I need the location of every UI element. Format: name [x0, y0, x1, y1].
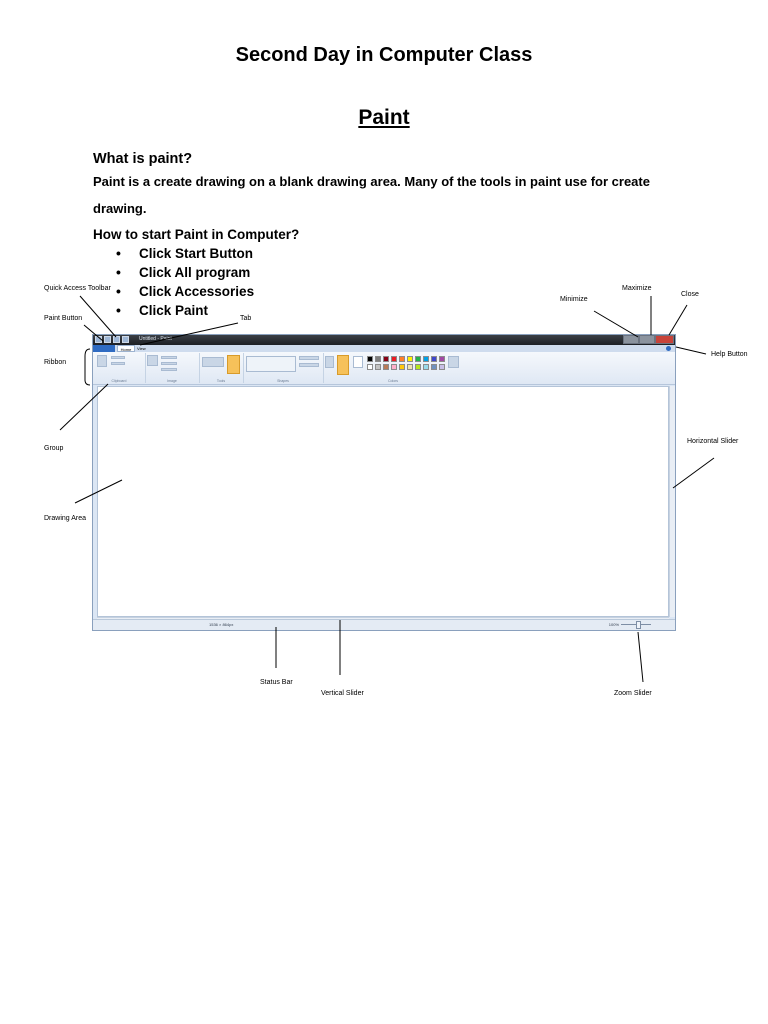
leader-close	[669, 305, 687, 335]
group-label: Clipboard	[111, 379, 127, 383]
leader-tab	[140, 323, 238, 345]
callout-help-button: Help Button	[711, 351, 748, 358]
leader-zoom-slider	[638, 632, 643, 682]
question-how-to-start: How to start Paint in Computer?	[93, 227, 300, 242]
leader-paint-button	[84, 325, 103, 341]
callout-group: Group	[44, 445, 64, 452]
callout-quick-access-toolbar: Quick Access Toolbar	[44, 285, 111, 292]
zoom-readout: 100%	[608, 622, 619, 627]
callout-paint-button: Paint Button	[44, 315, 83, 322]
callout-maximize: Maximize	[622, 285, 652, 292]
group-label: Colors	[387, 379, 399, 383]
tab-view[interactable]: View	[137, 346, 146, 351]
callout-status-bar: Status Bar	[260, 679, 293, 686]
section-title: Paint	[358, 106, 410, 129]
leader-help	[676, 347, 706, 354]
leader-horizontal-slider	[673, 458, 714, 488]
question-what-is-paint: What is paint?	[93, 151, 193, 167]
step-item: • Click All program	[116, 263, 254, 282]
dimensions-readout: 1536 × 864px	[209, 622, 234, 627]
window-title: Untitled - Paint	[139, 336, 172, 342]
callout-drawing-area: Drawing Area	[44, 515, 87, 522]
callout-close: Close	[681, 291, 699, 298]
step-item: • Click Accessories	[116, 282, 254, 301]
callout-minimize: Minimize	[560, 296, 588, 303]
step-item: • Click Paint	[116, 301, 254, 320]
tab-home[interactable]: Home	[117, 345, 135, 352]
callout-horizontal-slider: Horizontal Slider	[687, 438, 739, 445]
callout-zoom-slider: Zoom Slider	[614, 690, 652, 697]
leader-drawing-area	[75, 480, 122, 503]
answer-paragraph: Paint is a create drawing on a blank drawing area. Many of the tools in paint use for create drawing.	[93, 174, 650, 216]
leader-quick-access	[80, 296, 116, 337]
document-title: Second Day in Computer Class	[235, 44, 533, 66]
leader-group	[60, 384, 108, 430]
ribbon-brace	[85, 349, 90, 385]
callout-tab: Tab	[240, 315, 252, 322]
group-label: Shapes	[277, 379, 289, 383]
leader-minimize	[594, 311, 638, 337]
step-item: • Click Start Button	[116, 244, 254, 263]
group-label: Tools	[216, 379, 226, 383]
callout-ribbon: Ribbon	[44, 359, 67, 366]
callout-vertical-slider: Vertical Slider	[321, 690, 364, 697]
group-label: Image	[167, 379, 177, 383]
